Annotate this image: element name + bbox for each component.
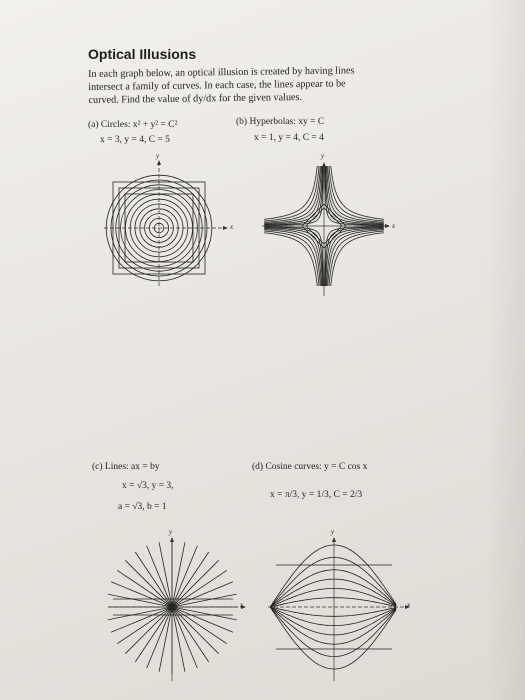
graph-c-x-label: x	[240, 601, 244, 609]
graph-c-y-label: y	[169, 528, 173, 536]
graph-d-x-label: x	[407, 601, 411, 609]
intro-line: intersect a family of curves. In each case, the lines appear to be	[88, 78, 346, 93]
graph-b-y-label: y	[321, 152, 325, 160]
problem-c-values-2: a = √3, b = 1	[118, 502, 167, 512]
intro-line: In each graph below, an optical illusion is created by having lines	[88, 65, 355, 80]
hyperbola-curve	[264, 166, 320, 222]
problem-d-values: x = π/3, y = 1/3, C = 2/3	[270, 490, 363, 500]
page-shadow	[485, 0, 525, 700]
graph-cosines	[268, 535, 413, 685]
graph-lines	[108, 535, 248, 685]
graph-b-x-label: x	[392, 222, 396, 230]
problem-d-title: (d) Cosine curves: y = C cos x	[252, 462, 368, 472]
graph-a-x-label: x	[230, 223, 234, 231]
problem-c-title: (c) Lines: ax = by	[92, 462, 160, 472]
problem-a-title: (a) Circles: x² + y² = C²	[88, 120, 178, 130]
hyperbola-curve	[326, 166, 384, 224]
hyperbola-curve	[264, 228, 322, 286]
problem-a-values: x = 3, y = 4, C = 5	[100, 135, 170, 145]
hyperbola-curve	[264, 166, 322, 224]
hyperbola-curve	[264, 230, 320, 286]
problem-c-values: x = √3, y = 3,	[122, 481, 174, 491]
hyperbola-curve	[326, 228, 384, 286]
graph-circles	[104, 148, 234, 298]
hyperbola-curve	[329, 166, 384, 221]
hyperbola-curve	[329, 231, 384, 286]
hyperbola-curve	[328, 230, 384, 286]
problem-b-values: x = 1, y = 4, C = 4	[254, 133, 324, 143]
graph-d-y-label: y	[331, 528, 335, 536]
hyperbola-curve	[264, 231, 319, 286]
intro-paragraph	[88, 63, 419, 107]
section-title: Optical Illusions	[88, 46, 197, 62]
hyperbola-curve	[264, 166, 319, 221]
problem-b-title: (b) Hyperbolas: xy = C	[236, 117, 325, 127]
graph-hyperbolas	[262, 160, 392, 300]
intro-line: curved. Find the value of dy/dx for the given values.	[88, 92, 303, 106]
hyperbola-curve	[328, 166, 384, 222]
graph-a-y-label: y	[156, 152, 160, 160]
